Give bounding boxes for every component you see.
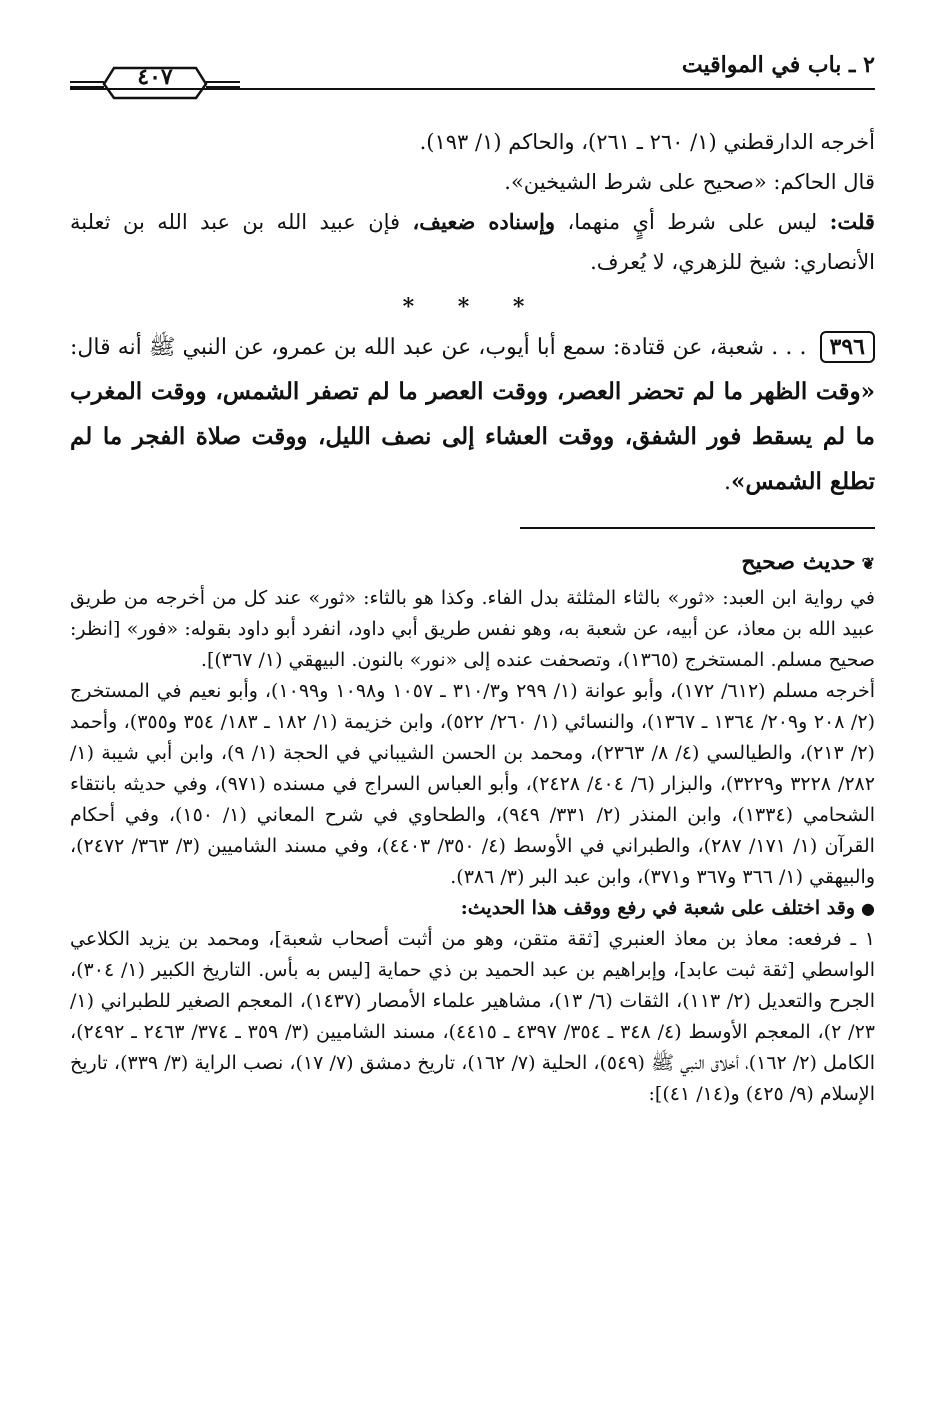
commentary-p1: في رواية ابن العبد: «ثور» بالثاء المثلثة بدل الفاء. وكذا هو بالثاء: «ثور» عند كل من أخرجه من طريق عبيد الله بن معاذ، عن أبيه، عن شعبة به، وهو نفس طريق أبي داود، انفرد أبو داود بقوله: «فور» [انظر: صحيح مسلم. المستخرج (١٣٦٥)، وتصحفت عنده إلى «نور» بالنون. البيهقي (١/ ٣٦٧)]. [70,587,875,671]
ikhtilaf-heading: ●وقد اختلف على شعبة في رفع ووقف هذا الحديث: [460,897,875,919]
qult-label: قلت: [829,209,875,234]
prev-takhrij: أخرجه الدارقطني (١/ ٢٦٠ ـ ٢٦١)، والحاكم (١/ ١٩٣). [419,130,875,154]
qult-text-a: ليس على شرط أيٍ منهما، [555,210,830,234]
prev-hakim: قال الحاكم: «صحيح على شرط الشيخين». [504,170,875,194]
hadith-text [70,326,875,505]
footnote-separator [520,527,875,529]
hadith-matn: «وقت الظهر ما لم تحضر العصر، ووقت العصر ما لم تصفر الشمس، ووقت المغرب ما لم يسقط فور الشفق، ووقت العشاء إلى نصف الليل، ووقت صلاة الفجر ما لم تطلع الشمس» [70,378,875,495]
prev-qult [70,202,875,282]
hadith-number: ٣٩٦ [820,331,875,363]
commentary-p2: أخرجه مسلم (٦١٢/ ١٧٢)، وأبو عوانة (١/ ٢٩٩ و٣١٠/٣ ـ ١٠٥٧ و١٠٩٨ و١٠٩٩)، وأبو نعيم في المستخرج (٢/ ٢٠٨ و٢٠٩/ ١٣٦٤ ـ ١٣٦٧)، والنسائي (١/ ٢٦٠/ ٥٢٢)، وابن خزيمة (١/ ١٨٢ ـ ١٨٣/ ٣٥٤ و٣٥٥)، وأحمد (٢/ ٢١٣)، والطيالسي (٤/ ٨/ ٢٣٦٣)، ومحمد بن الحسن الشيباني في الحجة (١/ ٩)، وابن أبي شيبة (١/ ٢٨٢/ ٣٢٢٨ و٣٢٢٩)، والبزار (٦/ ٤٠٤/ ٢٤٢٨)، وأبو العباس السراج في مسنده (٩٧١)، وفي حديثه بانتقاء الشحامي (١٣٣٤)، وابن المنذر (٢/ ٣٣١/ ٩٤٩)، والطحاوي في شرح المعاني (١/ ١٥٠)، وفي أحكام القرآن (١/ ١٧١/ ٢٨٧)، والطبراني في الأوسط (٤/ ٣٥٠/ ٤٤٠٣)، وفي مسند الشاميين (٣/ ٣٦٣/ ٢٤٧٢)، والبيهقي (١/ ٣٦٦ و٣٦٧ و٣٧١)، وابن عبد البر (٣/ ٣٨٦). [70,680,876,888]
bullet-mark-icon: ● [861,899,875,918]
hadith-intro: . . . شعبة، عن قتادة: سمع أبا أيوب، عن عبد الله بن عمرو، عن النبي ﷺ أنه قال: [70,335,814,360]
page-number-badge [70,60,240,100]
page-header [70,50,875,100]
qult-text-b: فإن عبيد الله بن عبد الله بن ثعلبة الأنصاري: شيخ للزهري، لا يُعرف. [70,210,875,274]
section-stars: * * * [402,294,543,320]
book-icon: ❦ [861,554,875,573]
grading-heading: ❦حديث صحيح [741,549,875,575]
qult-bold: وإسناده ضعيف، [412,209,556,234]
chapter-title: ٢ ـ باب في المواقيت [681,52,875,78]
hadith-end: . [723,470,731,495]
commentary-p3: ١ ـ فرفعه: معاذ بن معاذ العنبري [ثقة متقن، وهو من أثبت أصحاب شعبة]، ومحمد بن يزيد الكلاعي الواسطي [ثقة ثبت عابد]، وإبراهيم بن عبد الحميد بن ذي حماية [ليس به بأس. التاريخ الكبير (١/ ٣٠٤)، الجرح والتعديل (٢/ ١١٣)، الثقات (٦/ ١٣)، مشاهير علماء الأمصار (١٤٣٧)، المعجم الصغير للطبراني (١/ ٢٣/ ٢)، المعجم الأوسط (٤/ ٣٤٨ ـ ٣٥٤/ ٤٣٩٧ ـ ٤٤١٥)، مسند الشاميين (٣/ ٣٥٩ ـ ٣٧٤/ ٢٤٦٣ ـ ٢٤٩٢)، الكامل (٢/ ١٦٢)، أخلاق النبي ﷺ (٥٤٩)، الحلية (٧/ ١٦٢)، تاريخ دمشق (٧/ ١٧)، نصب الراية (٣/ ٣٣٩)، تاريخ الإسلام (٩/ ٤٢٥) و(١٤/ ٤١)]: [70,928,875,1105]
page-number: ٤٠٧ [137,64,173,90]
prev-hadith-tail [70,122,875,1110]
